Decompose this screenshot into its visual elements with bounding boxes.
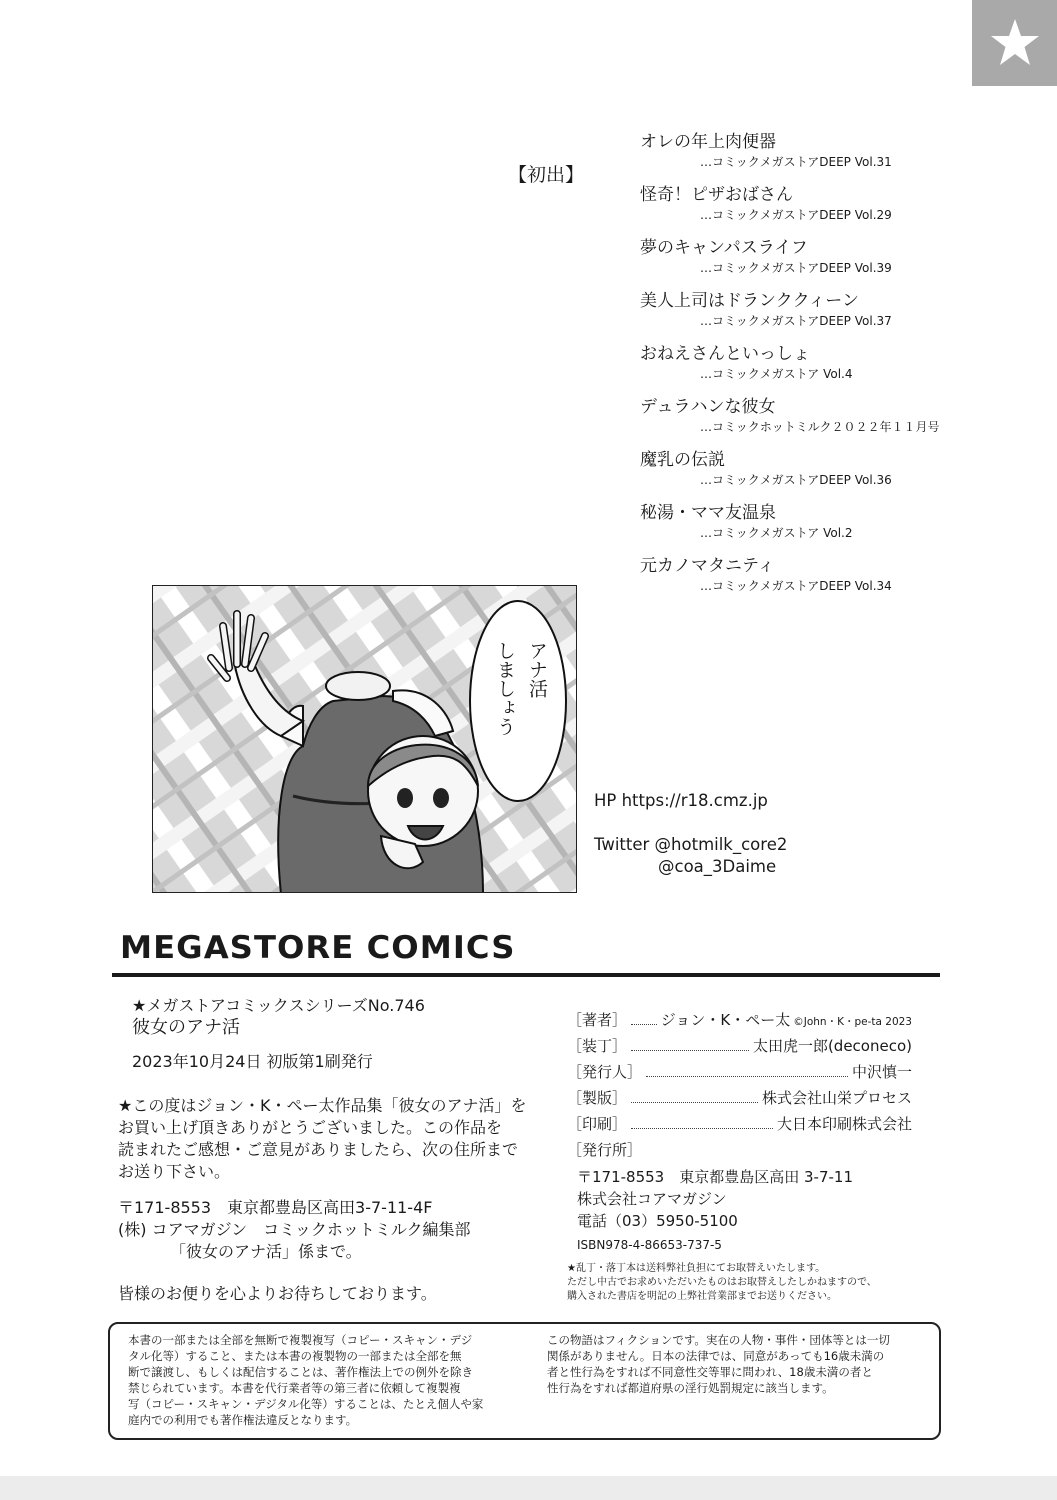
work-source: …コミックメガストア Vol.2	[700, 526, 853, 540]
address-line: 「彼女のアナ活」係まで。	[170, 1242, 362, 1261]
dot-leader	[631, 1102, 758, 1103]
dot-leader	[631, 1128, 773, 1129]
legal-line: 関係がありません。日本の法律では、同意があっても16歳未満の	[547, 1349, 885, 1363]
work-title: 魔乳の伝説	[640, 450, 725, 470]
list-item	[640, 342, 940, 395]
thanks-line: 読まれたご感想・ご意見がありましたら、次の住所まで	[118, 1140, 519, 1159]
dot-leader	[631, 1050, 749, 1051]
work-title: オレの年上肉便器	[640, 132, 776, 152]
credit-value: 株式会社山栄プロセス	[761, 1089, 912, 1107]
work-source: …コミックメガストア Vol.4	[700, 367, 853, 381]
list-item	[640, 554, 940, 607]
footer-bar	[0, 1476, 1057, 1500]
thanks-line: お買い上げ頂きありがとうございました。この作品を	[118, 1118, 503, 1137]
work-title: 美人上司はドランククィーン	[640, 291, 859, 311]
first-appearance-label: 【初出】	[508, 164, 585, 186]
list-item	[640, 395, 940, 448]
credit-value: 太田虎一郎(deconeco)	[752, 1037, 912, 1055]
twitter-account-1: Twitter @hotmilk_core2	[594, 835, 788, 854]
publisher-line: 電話（03）5950-5100	[577, 1212, 738, 1230]
dot-leader	[631, 1024, 657, 1025]
thanks-line: お送り下さい。	[118, 1162, 231, 1181]
manga-illustration	[152, 585, 577, 893]
list-item	[640, 289, 940, 342]
speech-text-line2: しましょう	[494, 641, 516, 736]
corner-star-block	[972, 0, 1057, 86]
work-source: …コミックメガストアDEEP Vol.29	[700, 208, 892, 222]
work-source: …コミックメガストアDEEP Vol.39	[700, 261, 892, 275]
credit-label: ［発行人］	[567, 1063, 643, 1081]
mailing-address	[118, 1197, 538, 1263]
work-title: おねえさんといっしょ	[640, 344, 810, 364]
contact-info	[594, 790, 787, 878]
notice-line: ★乱丁・落丁本は送料弊社負担にてお取替えいたします。	[567, 1263, 826, 1274]
star-icon	[988, 16, 1042, 70]
replacement-notice	[567, 1262, 912, 1304]
legal-line: 断で譲渡し、もしくは配信することは、著作権法上での例外を除き	[128, 1365, 473, 1379]
works-list	[640, 130, 940, 607]
credit-row	[567, 1114, 912, 1140]
copyright-notice: ©John・K・pe-ta 2023	[793, 1016, 912, 1028]
address-line: 〒171-8553 東京都豊島区高田3-7-11-4F	[118, 1198, 433, 1217]
work-source: …コミックメガストアDEEP Vol.31	[700, 155, 892, 169]
work-title: 元カノマタニティ	[640, 556, 775, 576]
legal-line: 本書の一部または全部を無断で複製複写（コピー・スキャン・デジ	[128, 1333, 473, 1347]
work-source: …コミックメガストアDEEP Vol.34	[700, 579, 892, 593]
credit-value: 大日本印刷株式会社	[776, 1115, 912, 1133]
credit-row	[567, 1010, 912, 1036]
work-source: …コミックホットミルク２０２２年１１月号	[700, 420, 940, 434]
credit-value: 中沢慎一	[851, 1063, 912, 1081]
credit-row	[567, 1062, 912, 1088]
isbn: ISBN978-4-86653-737-5	[577, 1238, 722, 1252]
homepage-url: HP https://r18.cmz.jp	[594, 791, 768, 810]
list-item	[640, 236, 940, 289]
notice-line: 購入された書店を明記の上弊社営業部までお送りください。	[567, 1291, 837, 1302]
publisher-address	[567, 1166, 912, 1232]
address-line: (株) コアマガジン コミックホットミルク編集部	[118, 1220, 471, 1239]
colophon-right	[567, 1010, 912, 1304]
fiction-disclaimer	[547, 1332, 917, 1438]
closing-message: 皆様のお便りを心よりお待ちしております。	[118, 1284, 437, 1303]
credit-label: ［装丁］	[567, 1037, 628, 1055]
credit-label: ［製版］	[567, 1089, 628, 1107]
book-title: 彼女のアナ活	[132, 1017, 240, 1038]
series-number: ★メガストアコミックスシリーズNo.746	[132, 996, 425, 1015]
publisher-line: 株式会社コアマガジン	[577, 1190, 727, 1208]
work-title: 怪奇！ピザおばさん	[640, 185, 793, 205]
list-item	[640, 183, 940, 236]
work-title: 夢のキャンパスライフ	[640, 238, 808, 258]
copyright-warning	[128, 1332, 498, 1438]
divider	[112, 973, 940, 977]
legal-line: この物語はフィクションです。実在の人物・事件・団体等とは一切	[547, 1333, 890, 1347]
publisher-label: ［発行所］	[567, 1141, 643, 1159]
credit-row	[567, 1036, 912, 1062]
illustration-art	[153, 586, 577, 893]
thanks-line: ★この度はジョン・K・ペー太作品集「彼女のアナ活」を	[118, 1096, 527, 1115]
credit-row	[567, 1088, 912, 1114]
legal-line: 性行為をすれば都道府県の淫行処罰規定に該当します。	[547, 1381, 834, 1395]
credit-label: ［著者］	[567, 1011, 628, 1029]
legal-notice-box	[108, 1322, 941, 1440]
twitter-account-2: @coa_3Daime	[658, 857, 777, 876]
colophon-left	[118, 995, 552, 1305]
work-source: …コミックメガストアDEEP Vol.36	[700, 473, 892, 487]
legal-line: 写（コピー・スキャン・デジタル化等）することは、たとえ個人や家	[128, 1397, 484, 1411]
list-item	[640, 448, 940, 501]
work-title: 秘湯・ママ友温泉	[640, 503, 776, 523]
credit-value: ジョン・K・ペー太	[660, 1011, 791, 1029]
thanks-message	[118, 1095, 538, 1183]
work-source: …コミックメガストアDEEP Vol.37	[700, 314, 892, 328]
list-item	[640, 130, 940, 183]
brand-logo-text: MEGASTORE COMICS	[120, 930, 516, 966]
publication-date: 2023年10月24日 初版第1刷発行	[132, 1052, 373, 1071]
credit-label: ［印刷］	[567, 1115, 628, 1133]
legal-line: タル化等）すること、または本書の複製物の一部または全部を無	[128, 1349, 462, 1363]
work-title: デュラハンな彼女	[640, 397, 776, 417]
legal-line: 庭内での利用でも著作権法違反となります。	[128, 1413, 358, 1427]
publisher-label-row	[567, 1140, 912, 1166]
list-item	[640, 501, 940, 554]
speech-text-line1: アナ活	[526, 641, 548, 698]
notice-line: ただし中古でお求めいただいたものはお取替えしたしかねますので、	[567, 1277, 877, 1288]
legal-line: 者と性行為をすれば不同意性交等罪に問われ、18歳未満の者と	[547, 1365, 873, 1379]
dot-leader	[646, 1076, 848, 1077]
legal-line: 禁じられています。本書を代行業者等の第三者に依頼して複製複	[128, 1381, 461, 1395]
publisher-line: 〒171-8553 東京都豊島区高田 3-7-11	[577, 1168, 853, 1186]
